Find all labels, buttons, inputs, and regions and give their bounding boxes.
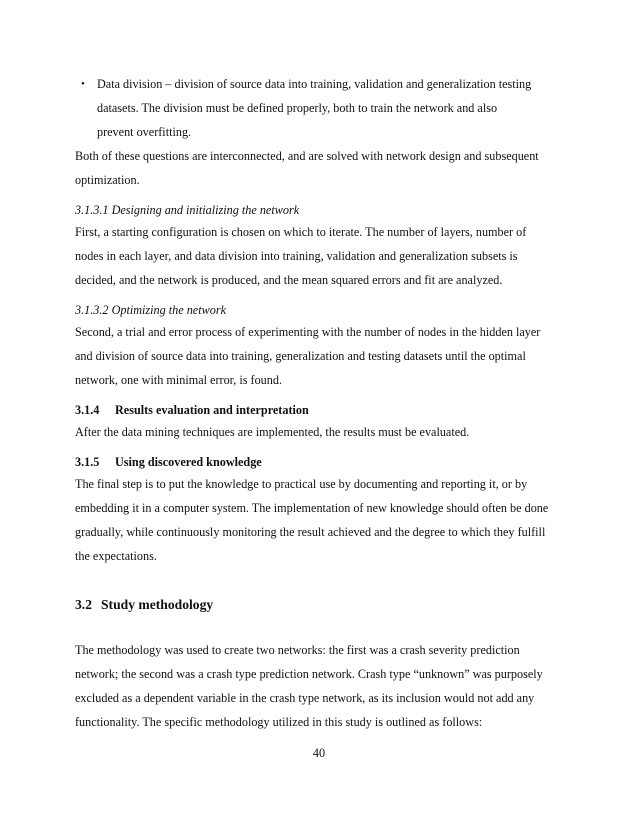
paragraph-line: gradually, while continuously monitoring the result achieved and the degree to which they fulfill	[75, 525, 546, 539]
bullet-line: Data division – division of source data into training, validation and generalization testing	[97, 77, 532, 91]
section-number: 3.1.5	[75, 455, 100, 469]
bullet-line: prevent overfitting.	[97, 125, 192, 139]
bullet-line: datasets. The division must be defined properly, both to train the network and also	[97, 101, 498, 115]
paragraph-3-1-4	[75, 420, 565, 444]
section-title: Using discovered knowledge	[115, 455, 262, 469]
paragraph-line: the expectations.	[75, 549, 157, 563]
bullet-list-item	[75, 72, 565, 144]
paragraph-line: excluded as a dependent variable in the crash type network, as its inclusion would not add any	[75, 691, 535, 705]
paragraph-interconnected	[75, 144, 565, 192]
paragraph-3-1-3-1	[75, 220, 565, 292]
section-title: Results evaluation and interpretation	[115, 403, 309, 417]
paragraph-line: network; the second was a crash type prediction network. Crash type “unknown” was purposely	[75, 667, 543, 681]
paragraph-line: network, one with minimal error, is found.	[75, 373, 282, 387]
paragraph-line: functionality. The specific methodology utilized in this study is outlined as follows:	[75, 715, 483, 729]
paragraph-line: decided, and the network is produced, and the mean squared errors and fit are analyzed.	[75, 273, 503, 287]
section-title: Study methodology	[101, 597, 214, 612]
section-number: 3.2	[75, 597, 92, 612]
paragraph-3-1-3-2	[75, 320, 565, 392]
page-number: 40	[312, 746, 326, 760]
bullet-icon: •	[81, 78, 85, 90]
paragraph-line: First, a starting configuration is chosen on which to iterate. The number of layers, number of	[75, 225, 527, 239]
section-heading-3-2	[75, 594, 565, 616]
paragraph-3-2	[75, 638, 565, 734]
section-heading-3-1-5	[75, 452, 565, 472]
paragraph-line: After the data mining techniques are implemented, the results must be evaluated.	[75, 425, 470, 439]
section-number: 3.1.4	[75, 403, 100, 417]
paragraph-line: Both of these questions are interconnected, and are solved with network design and subsequent	[75, 149, 539, 163]
section-heading-3-1-3-1: 3.1.3.1 Designing and initializing the network	[75, 203, 300, 217]
page-content	[75, 72, 565, 734]
paragraph-line: and division of source data into training, generalization and testing datasets until the optimal	[75, 349, 526, 363]
section-heading-3-1-4	[75, 400, 565, 420]
paragraph-3-1-5	[75, 472, 565, 568]
paragraph-line: optimization.	[75, 173, 140, 187]
paragraph-line: embedding it in a computer system. The implementation of new knowledge should often be done	[75, 501, 549, 515]
paragraph-line: nodes in each layer, and data division into training, validation and generalization subsets is	[75, 249, 518, 263]
paragraph-line: The final step is to put the knowledge to practical use by documenting and reporting it, or by	[75, 477, 528, 491]
paragraph-line: The methodology was used to create two networks: the first was a crash severity prediction	[75, 643, 520, 657]
paragraph-line: Second, a trial and error process of experimenting with the number of nodes in the hidden layer	[75, 325, 541, 339]
section-heading-3-1-3-2: 3.1.3.2 Optimizing the network	[75, 303, 226, 317]
